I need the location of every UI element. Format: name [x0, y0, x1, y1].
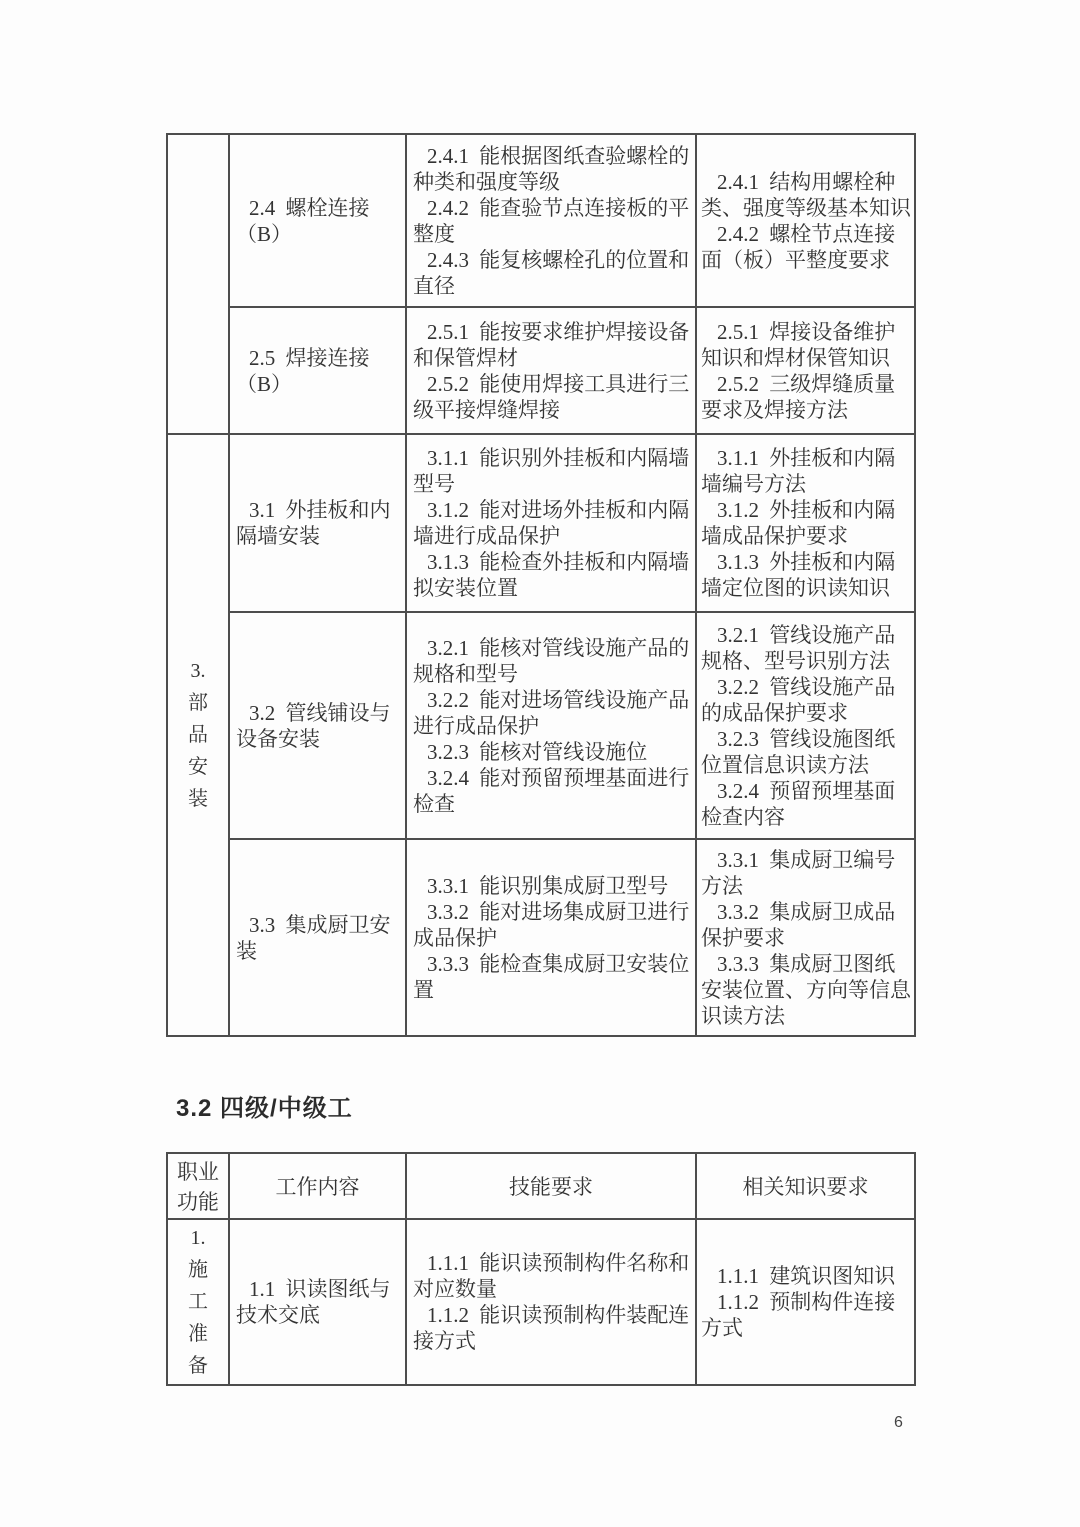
text-line: 1.1.1 能识读预制构件名称和对应数量 [413, 1251, 690, 1301]
text-line: 1.1.1 建筑识图知识 [717, 1264, 896, 1288]
text-line: 3.3.1 能识别集成厨卫型号 [427, 873, 669, 898]
skills-cell [406, 1219, 696, 1385]
header-work-content: 工作内容 [229, 1153, 406, 1219]
text-line: 3.1.3 能检查外挂板和内隔墙拟安装位置 [413, 550, 690, 600]
skills-cell [406, 434, 696, 612]
work-content-cell [229, 134, 406, 307]
text-line: 3.2.1 能核对管线设施产品的规格和型号 [413, 635, 690, 686]
knowledge-cell [696, 434, 915, 612]
text-line: 3.3.2 集成厨卫成品保护要求 [701, 899, 896, 950]
table-row [167, 307, 915, 434]
work-content-text: 3.3 集成厨卫安装 [236, 912, 391, 963]
work-content-text: 2.5 焊接连接（B） [236, 345, 370, 396]
text-line: 3.2.1 管线设施产品规格、型号识别方法 [701, 622, 896, 673]
text-line: 3.1.3 外挂板和内隔墙定位图的识读知识 [701, 550, 896, 600]
skills-cell [406, 839, 696, 1036]
text-line: 2.5.2 能使用焊接工具进行三级平接焊缝焊接 [413, 371, 690, 422]
work-content-cell [229, 434, 406, 612]
text-line: 3.3.3 能检查集成厨卫安装位置 [413, 951, 690, 1002]
header-skill-requirements: 技能要求 [406, 1153, 696, 1219]
text-line: 3.1.2 能对进场外挂板和内隔墙进行成品保护 [413, 498, 690, 548]
text-line: 2.4.2 螺栓节点连接面（板）平整度要求 [701, 221, 896, 272]
skills-cell [406, 612, 696, 839]
function-cell-construction-preparation [167, 1219, 229, 1385]
section-heading: 3.2 四级/中级工 [176, 1095, 353, 1122]
work-content-text: 1.1 识读图纸与技术交底 [236, 1277, 391, 1327]
knowledge-cell [696, 1219, 915, 1385]
text-line: 3.3.1 集成厨卫编号方法 [701, 847, 896, 898]
function-cell-empty [167, 134, 229, 434]
text-line: 3. [190, 660, 206, 682]
work-content-cell [229, 307, 406, 434]
knowledge-cell [696, 839, 915, 1036]
text-line: 备 [188, 1355, 208, 1377]
table-header-row [167, 1153, 915, 1219]
text-line: 施 [188, 1259, 208, 1281]
work-content-cell [229, 839, 406, 1036]
work-content-cell [229, 612, 406, 839]
skill-table-level3-continued [166, 133, 916, 1037]
text-line: 品 [188, 724, 208, 746]
work-content-cell [229, 1219, 406, 1385]
text-line: 1. [190, 1227, 206, 1249]
text-line: 装 [188, 788, 208, 810]
knowledge-cell [696, 307, 915, 434]
text-line: 3.3.2 能对进场集成厨卫进行成品保护 [413, 899, 690, 950]
work-content-text: 3.2 管线铺设与设备安装 [236, 700, 391, 751]
text-line: 3.2.2 能对进场管线设施产品进行成品保护 [413, 687, 690, 738]
page-number: 6 [894, 1414, 903, 1431]
table-row [167, 434, 915, 612]
knowledge-cell [696, 612, 915, 839]
table-row [167, 839, 915, 1036]
text-line: 3.1.2 外挂板和内隔墙成品保护要求 [701, 498, 896, 548]
text-line: 2.5.1 焊接设备维护知识和焊材保管知识 [701, 319, 896, 370]
table-row [167, 1219, 915, 1385]
skills-cell [406, 307, 696, 434]
text-line: 3.2.4 能对预留预埋基面进行检查 [413, 765, 690, 816]
skills-cell [406, 134, 696, 307]
text-line: 2.4.2 能查验节点连接板的平整度 [413, 195, 690, 246]
text-line: 2.4.3 能复核螺栓孔的位置和直径 [413, 247, 690, 298]
text-line: 3.3.3 集成厨卫图纸安装位置、方向等信息识读方法 [701, 951, 911, 1028]
work-content-text: 3.1 外挂板和内隔墙安装 [236, 498, 391, 548]
text-line: 2.5.2 三级焊缝质量要求及焊接方法 [701, 371, 896, 422]
text-line: 3.1.1 外挂板和内隔墙编号方法 [701, 446, 896, 496]
skill-table-level4 [166, 1152, 916, 1386]
text-line: 3.1.1 能识别外挂板和内隔墙型号 [413, 446, 690, 496]
text-line: 3.2.4 预留预埋基面检查内容 [701, 778, 896, 829]
text-line: 安 [188, 756, 208, 778]
text-line: 3.2.2 管线设施产品的成品保护要求 [701, 674, 896, 725]
text-line: 3.2.3 能核对管线设施位 [427, 739, 648, 764]
table-row [167, 134, 915, 307]
text-line: 1.1.2 能识读预制构件装配连接方式 [413, 1303, 690, 1353]
knowledge-cell [696, 134, 915, 307]
text-line: 3.2.3 管线设施图纸位置信息识读方法 [701, 726, 896, 777]
text-line: 2.5.1 能按要求维护焊接设备和保管焊材 [413, 319, 690, 370]
header-occupational-function: 职业功能 [167, 1153, 229, 1219]
text-line: 部 [188, 692, 208, 714]
text-line: 2.4.1 结构用螺栓种类、强度等级基本知识 [701, 169, 911, 220]
text-line: 工 [188, 1291, 208, 1313]
function-cell-parts-installation [167, 434, 229, 1036]
text-line: 2.4.1 能根据图纸查验螺栓的种类和强度等级 [413, 143, 690, 194]
work-content-text: 2.4 螺栓连接（B） [236, 195, 370, 246]
header-knowledge-requirements: 相关知识要求 [696, 1153, 915, 1219]
text-line: 准 [188, 1323, 208, 1345]
text-line: 1.1.2 预制构件连接方式 [701, 1290, 896, 1340]
table-row [167, 612, 915, 839]
